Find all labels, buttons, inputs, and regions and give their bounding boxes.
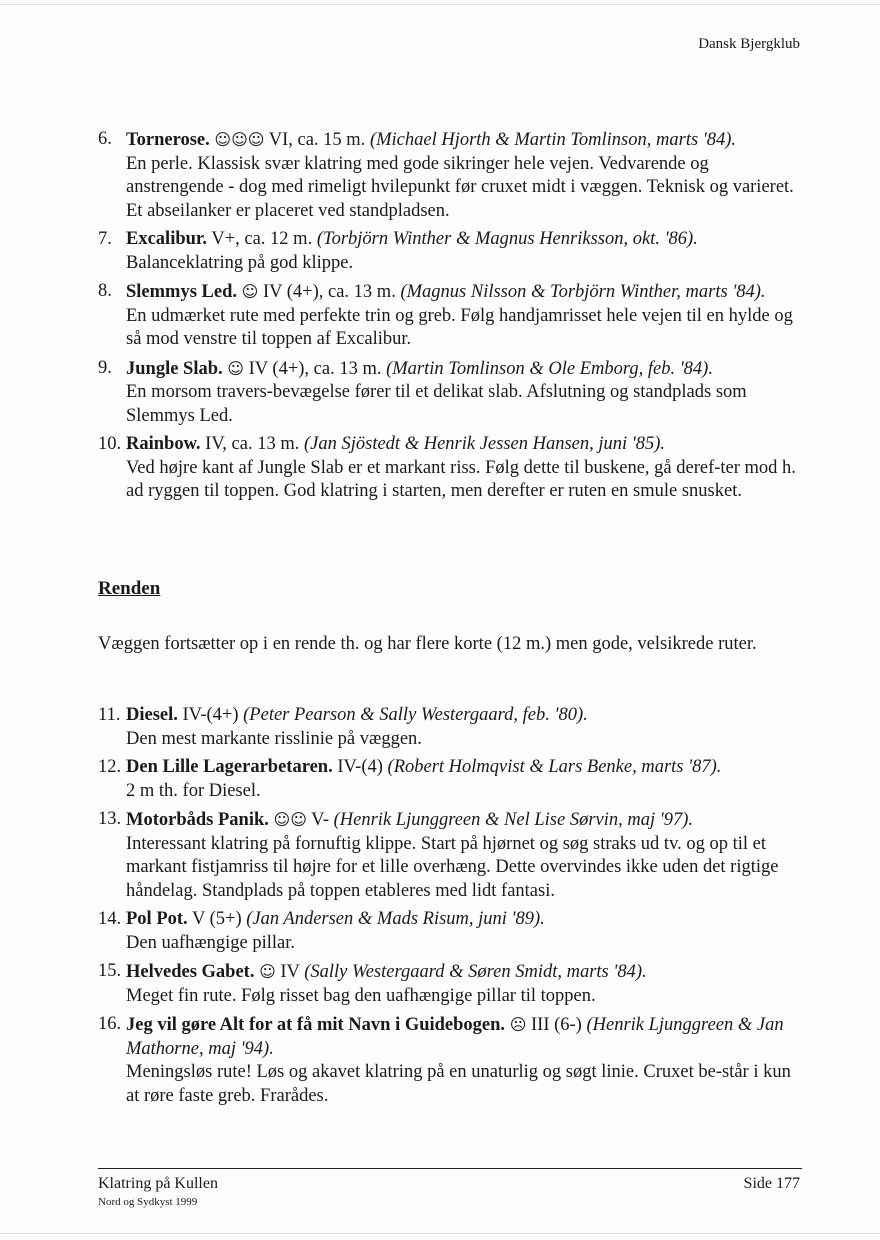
route-credits: (Sally Westergaard & Søren Smidt, marts '84). (304, 962, 647, 982)
route-headline (98, 704, 808, 728)
footer-divider (98, 1168, 802, 1169)
page-header: Dansk Bjergklub (698, 36, 800, 52)
route-number: 16. (98, 1014, 122, 1034)
route-grade: IV, ca. 13 m. (200, 434, 304, 454)
route-description: Den mest markante risslinie på væggen. (126, 728, 422, 749)
route-description: En udmærket rute med perfekte trin og greb. Følg handjamrisset hele vejen til en hylde og så mod venstre til toppen af Excalibur. (126, 305, 793, 349)
route-description: Meget fin rute. Følg risset bag den uafhængige pillar til toppen. (126, 985, 596, 1006)
rating-symbols: ☺☺ (273, 810, 307, 829)
route-headline-text (126, 808, 693, 833)
route-headline (98, 808, 808, 833)
footer-subtitle: Nord og Sydkyst 1999 (98, 1196, 198, 1208)
route-headline-text (126, 1013, 808, 1061)
route-headline (98, 280, 808, 305)
route-description: Ved højre kant af Jungle Slab er et markant riss. Følg dette til buskene, gå deref-ter mod h. ad ryggen til toppen. God klatring i starten, men derefter er ruten en smule snusket. (126, 457, 796, 501)
route-credits: (Martin Tomlinson & Ole Emborg, feb. '84). (386, 358, 713, 379)
route-headline (98, 433, 808, 457)
route-name: Diesel. (126, 705, 178, 725)
route-entry (98, 128, 808, 223)
route-headline-text (126, 756, 721, 780)
route-entry (98, 808, 808, 903)
route-headline (98, 128, 808, 153)
route-entry (98, 280, 808, 352)
route-entry (98, 357, 808, 429)
route-grade: IV-(4) (332, 757, 388, 777)
route-headline-text (126, 960, 647, 985)
route-headline-text (126, 433, 665, 457)
route-name: Motorbåds Panik. (126, 810, 269, 830)
route-list-bottom (98, 704, 808, 1113)
route-entry (98, 433, 808, 504)
route-grade: IV (4+), ca. 13 m. (243, 358, 387, 379)
route-number: 11. (98, 705, 121, 725)
route-description: Den uafhængige pillar. (126, 932, 296, 953)
route-grade: V- (306, 810, 334, 830)
route-number: 13. (98, 809, 122, 829)
route-name: Tornerose. (126, 130, 210, 150)
rating-symbols: ☺ (241, 282, 259, 301)
rating-symbols: ☺ (227, 358, 244, 378)
route-grade: V+, ca. 12 m. (207, 229, 317, 249)
route-name: Pol Pot. (126, 909, 188, 929)
route-headline-text (126, 280, 766, 305)
route-headline (98, 228, 808, 252)
route-description: Meningsløs rute! Løs og akavet klatring på en unaturlig og søgt linie. Cruxet be-står i kun at røre faste greb. Frarådes. (126, 1062, 791, 1106)
route-grade: IV-(4+) (177, 705, 244, 725)
footer-book-title: Klatring på Kullen (98, 1175, 218, 1192)
route-credits: (Henrik Ljunggreen & Jan Mathorne, maj '94). (126, 1015, 784, 1059)
route-entry (98, 1013, 808, 1108)
route-entry (98, 908, 808, 955)
section-title: Renden (98, 578, 161, 599)
route-description: 2 m th. for Diesel. (126, 780, 261, 801)
route-headline-text (126, 228, 698, 252)
route-name: Jungle Slab. (126, 358, 223, 379)
route-credits: (Peter Pearson & Sally Westergaard, feb. '80). (243, 705, 588, 725)
route-number: 15. (98, 961, 122, 981)
route-credits: (Jan Sjöstedt & Henrik Jessen Hansen, juni '85). (304, 434, 666, 454)
route-description: En morsom travers-bevægelse fører til et delikat slab. Afslutning og standplads som Slemmys Led. (126, 382, 747, 426)
route-headline-text (126, 128, 736, 153)
route-description: En perle. Klassisk svær klatring med gode sikringer hele vejen. Vedvarende og anstrengende - dog med rimeligt hvilepunkt før cruxet midt i væggen. Teknisk og varieret. Et abseilanker er placeret ved standpladsen. (126, 153, 794, 221)
page-number: Side 177 (743, 1175, 800, 1192)
scan-edge-bottom (0, 1233, 880, 1234)
route-headline (98, 908, 808, 932)
route-number: 9. (98, 357, 112, 378)
rating-symbols: ☺☺☺ (214, 130, 265, 149)
route-credits: (Magnus Nilsson & Torbjörn Winther, marts '84). (400, 282, 766, 302)
route-name: Den Lille Lagerarbetaren. (126, 757, 333, 777)
route-number: 8. (98, 281, 112, 301)
scan-edge-top (0, 4, 880, 5)
route-entry (98, 704, 808, 751)
route-headline (98, 960, 808, 985)
route-credits: (Michael Hjorth & Martin Tomlinson, marts '84). (369, 130, 737, 150)
route-entry (98, 960, 808, 1008)
route-grade: IV (4+), ca. 13 m. (258, 282, 401, 302)
route-description: Interessant klatring på fornuftig klippe. Start på hjørnet og søg straks ud tv. og op til et markant fistjamriss til højre for et lille overhæng. Dette overvindes ikke uden det rigtige håndelag. Standplads på toppen etableres med lidt fantasi. (126, 833, 779, 901)
route-number: 7. (98, 229, 112, 249)
route-credits: (Torbjörn Winther & Magnus Henriksson, okt. '86). (316, 229, 698, 249)
route-grade: V (5+) (187, 909, 247, 929)
route-credits: (Robert Holmqvist & Lars Benke, marts '87). (387, 757, 722, 777)
route-list-top (98, 128, 808, 509)
route-headline-text (126, 704, 588, 728)
route-number: 12. (98, 757, 122, 777)
route-credits: (Jan Andersen & Mads Risum, juni '89). (246, 909, 545, 929)
route-headline (98, 357, 808, 382)
route-number: 6. (98, 129, 112, 149)
rating-symbols: ☺ (259, 962, 276, 981)
route-grade: III (6-) (526, 1015, 587, 1035)
route-name: Rainbow. (126, 434, 201, 454)
route-entry (98, 228, 808, 275)
route-headline-text (126, 357, 713, 382)
route-grade: VI, ca. 15 m. (264, 130, 370, 150)
route-name: Slemmys Led. (126, 282, 237, 302)
route-name: Helvedes Gabet. (126, 962, 255, 982)
rating-symbols: ☹ (509, 1015, 527, 1034)
route-headline (98, 756, 808, 780)
route-credits: (Henrik Ljunggreen & Nel Lise Sørvin, maj '97). (333, 810, 693, 830)
route-name: Jeg vil gøre Alt for at få mit Navn i Guidebogen. (126, 1015, 506, 1035)
route-headline (98, 1013, 808, 1061)
route-name: Excalibur. (126, 229, 208, 249)
section-intro: Væggen fortsætter op i en rende th. og har flere korte (12 m.) men gode, velsikrede ruter. (98, 634, 757, 654)
route-headline-text (126, 908, 545, 932)
route-description: Balanceklatring på god klippe. (126, 252, 354, 273)
route-grade: IV (275, 962, 305, 982)
route-number: 14. (98, 909, 122, 929)
route-number: 10. (98, 434, 122, 454)
route-entry (98, 756, 808, 803)
